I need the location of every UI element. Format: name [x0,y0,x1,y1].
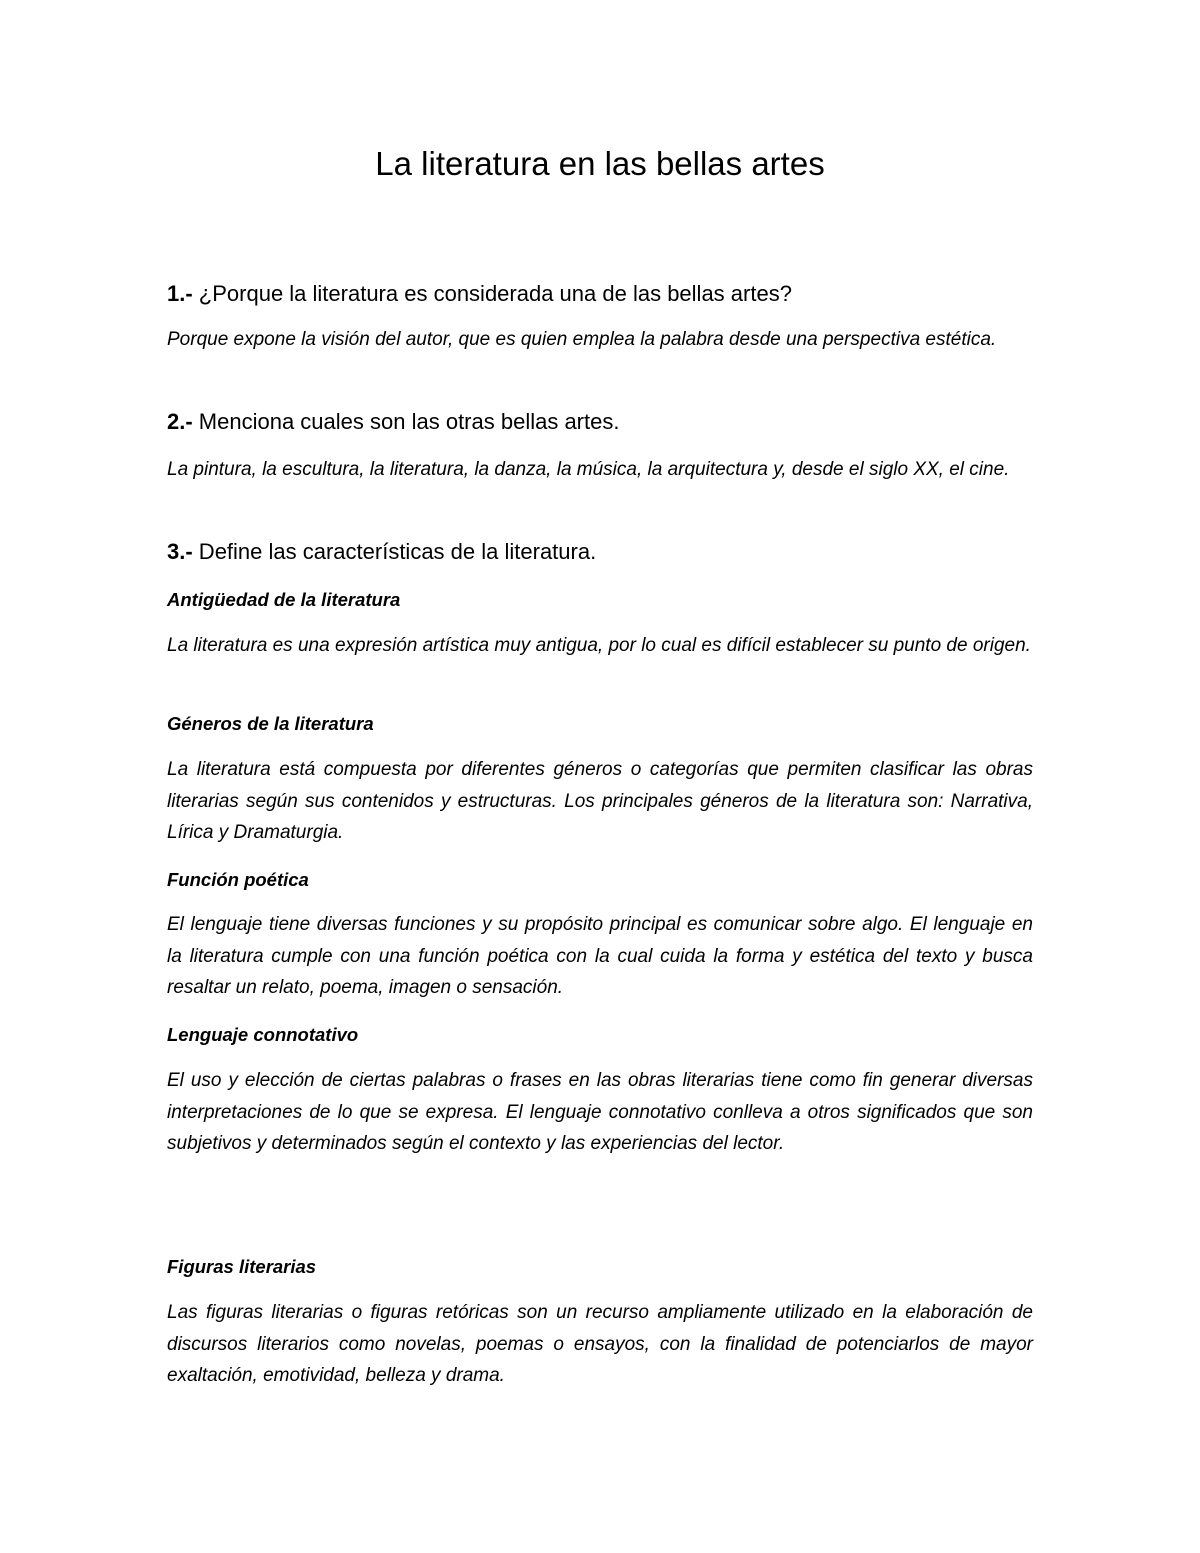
characteristic-heading-funcion-poetica: Función poética [167,869,309,890]
characteristic-text-funcion-poetica: El lenguaje tiene diversas funciones y su propósito principal es comunicar sobre algo. El lenguaje en la literatura cumple con una función poética con la cual cuida la forma y estética del texto y busca resaltar un relato, poema, imagen o sensación. [167,914,1033,998]
characteristic-heading-generos: Géneros de la literatura [167,713,374,734]
characteristic-heading-antiguedad: Antigüedad de la literatura [167,589,401,610]
answer-2: La pintura, la escultura, la literatura, la danza, la música, la arquitectura y, desde el siglo XX, el cine. [167,459,1010,480]
characteristic-text-antiguedad: La literatura es una expresión artística muy antigua, por lo cual es difícil establecer su punto de origen. [167,635,1031,656]
answer-1: Porque expone la visión del autor, que es quien emplea la palabra desde una perspectiva estética. [167,329,997,350]
question-3-number: 3.- [167,539,193,564]
characteristic-heading-figuras-literarias: Figuras literarias [167,1256,317,1277]
question-1-text: ¿Porque la literatura es considerada una de las bellas artes? [192,281,792,306]
question-2-text: Menciona cuales son las otras bellas artes. [192,409,620,434]
characteristic-heading-lenguaje-connotativo: Lenguaje connotativo [167,1024,359,1045]
question-1-number: 1.- [167,281,193,306]
characteristic-text-generos: La literatura está compuesta por diferentes géneros o categorías que permiten clasificar las obras literarias según sus contenidos y estructuras. Los principales géneros de la literatura son: Narrativa, Lírica y Dramaturgia. [167,759,1033,843]
question-3-text: Define las características de la literatura. [192,539,597,564]
question-2-number: 2.- [167,409,193,434]
document-title: La literatura en las bellas artes [375,145,825,182]
question-3 [167,537,1047,567]
characteristic-text-figuras-literarias: Las figuras literarias o figuras retóricas son un recurso ampliamente utilizado en la elaboración de discursos literarios como novelas, poemas o ensayos, con la finalidad de potenciarlos de mayor exaltación, emotividad, belleza y drama. [167,1302,1033,1386]
question-2 [167,407,1047,437]
question-1 [167,279,1047,309]
characteristic-text-lenguaje-connotativo: El uso y elección de ciertas palabras o frases en las obras literarias tiene como fin generar diversas interpretaciones de lo que se expresa. El lenguaje connotativo conlleva a otros significados que son subjetivos y determinados según el contexto y las experiencias del lector. [167,1070,1033,1154]
